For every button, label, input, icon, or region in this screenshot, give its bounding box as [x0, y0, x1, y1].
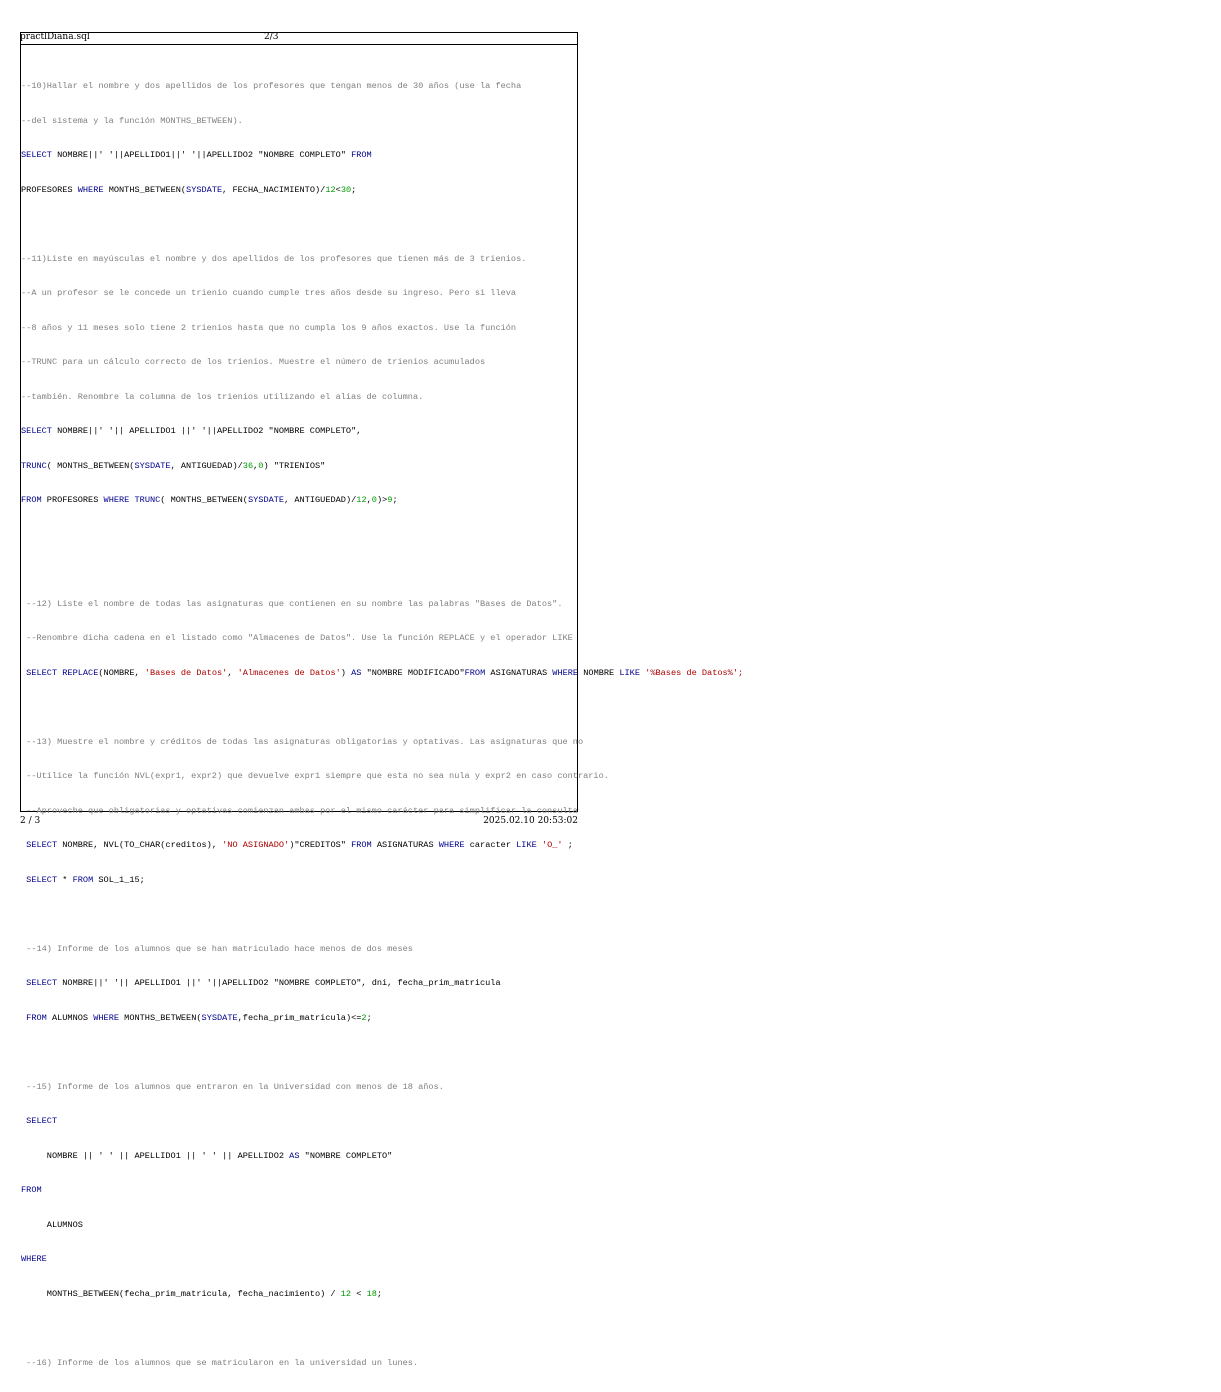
- code-line: WHERE: [21, 1254, 47, 1264]
- code-line: --Utilice la función NVL(expr1, expr2) que devuelve expr1 siempre que esta no sea nula y expr2 en caso contrario.: [21, 771, 609, 781]
- code-line: NOMBRE || ' ' || APELLIDO1 || ' ' || APELLIDO2 AS "NOMBRE COMPLETO": [21, 1150, 393, 1161]
- code-line: --también. Renombre la columna de los trienios utilizando el alias de columna.: [21, 391, 424, 402]
- code-line: FROM ALUMNOS WHERE MONTHS_BETWEEN(SYSDATE,fecha_prim_matricula)<=2;: [21, 1012, 372, 1023]
- code-line: ALUMNOS: [21, 1219, 83, 1230]
- code-line: SELECT NOMBRE||' '|| APELLIDO1 ||' '||APELLIDO2 "NOMBRE COMPLETO",: [21, 426, 362, 436]
- code-line: --12) Liste el nombre de todas las asignaturas que contienen en su nombre las palabras "Bases de Datos".: [21, 598, 563, 609]
- code-line: --16) Informe de los alumnos que se matricularon en la universidad un lunes.: [21, 1357, 419, 1368]
- code-line: --8 años y 11 meses solo tiene 2 trienios hasta que no cumpla los 9 años exactos. Use la función: [21, 322, 517, 333]
- header-filename: practlDiana.sql: [20, 32, 90, 42]
- sql-code-block: [21, 58, 1221, 1392]
- code-line: SELECT REPLACE(NOMBRE, 'Bases de Datos', 'Almacenes de Datos') AS "NOMBRE MODIFICADO"FROM ASIGNATURAS WHERE NOMBRE LIKE '%Bases de Datos%';: [21, 667, 744, 678]
- code-line: --13) Muestre el nombre y créditos de todas las asignaturas obligatorias y optativas. Las asignaturas que no: [21, 736, 584, 747]
- code-line: PROFESORES WHERE MONTHS_BETWEEN(SYSDATE, FECHA_NACIMIENTO)/12<30;: [21, 184, 357, 195]
- code-line: --10)Hallar el nombre y dos apellidos de los profesores que tengan menos de 30 años (use la fecha: [21, 81, 522, 91]
- footer-page-number: 2 / 3: [20, 816, 41, 826]
- code-line: --TRUNC para un cálculo correcto de los trienios. Muestre el número de trienios acumulados: [21, 357, 486, 367]
- code-line: --del sistema y la función MONTHS_BETWEEN).: [21, 115, 243, 126]
- code-line: --11)Liste en mayúsculas el nombre y dos apellidos de los profesores que tienen más de 3 trienios.: [21, 253, 527, 264]
- code-line: --14) Informe de los alumnos que se han matriculado hace menos de dos meses: [21, 943, 413, 954]
- code-line: --Aproveche que obligatorias y optativas comienzan ambas por el mismo carácter para simplificar la consulta: [21, 805, 578, 816]
- code-line: SELECT NOMBRE, NVL(TO_CHAR(creditos), 'NO ASIGNADO')"CREDITOS" FROM ASIGNATURAS WHERE caracter LIKE 'O_' ;: [21, 840, 573, 850]
- code-line: SELECT: [21, 1116, 58, 1126]
- code-line: TRUNC( MONTHS_BETWEEN(SYSDATE, ANTIGUEDAD)/36,0) "TRIENIOS": [21, 460, 326, 471]
- code-line: SELECT NOMBRE||' '|| APELLIDO1 ||' '||APELLIDO2 "NOMBRE COMPLETO", dni, fecha_prim_matricula: [21, 978, 501, 988]
- header-page-number: 2/3: [264, 32, 279, 42]
- code-line: --A un profesor se le concede un trienio cuando cumple tres años desde su ingreso. Pero si lleva: [21, 288, 517, 298]
- footer-timestamp: 2025.02.10 20:53:02: [483, 816, 578, 826]
- code-line: MONTHS_BETWEEN(fecha_prim_matricula, fecha_nacimiento) / 12 < 18;: [21, 1288, 383, 1299]
- code-line: --Renombre dicha cadena en el listado como "Almacenes de Datos". Use la función REPLACE y el operador LIKE: [21, 633, 573, 643]
- code-line: SELECT * FROM SOL_1_15;: [21, 874, 145, 885]
- code-line: FROM: [21, 1185, 42, 1195]
- code-line: SELECT NOMBRE||' '||APELLIDO1||' '||APELLIDO2 "NOMBRE COMPLETO" FROM: [21, 150, 372, 160]
- code-line: FROM PROFESORES WHERE TRUNC( MONTHS_BETWEEN(SYSDATE, ANTIGUEDAD)/12,0)>9;: [21, 495, 398, 505]
- code-line: --15) Informe de los alumnos que entraron en la Universidad con menos de 18 años.: [21, 1081, 444, 1092]
